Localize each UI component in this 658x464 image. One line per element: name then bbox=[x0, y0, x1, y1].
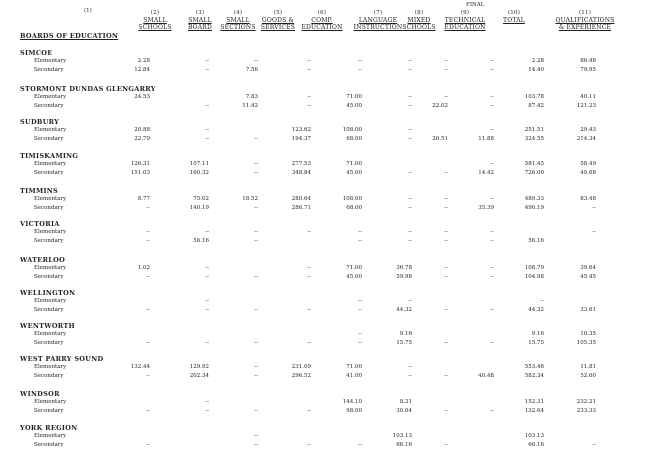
row-label: Elementary bbox=[34, 229, 67, 235]
row-label: Elementary bbox=[34, 399, 67, 405]
table-cell: -- bbox=[408, 127, 412, 133]
table-cell: -- bbox=[444, 373, 448, 379]
table-cell: -- bbox=[408, 103, 412, 109]
column-header-number: (7) bbox=[373, 10, 383, 16]
table-cell: 45.45 bbox=[580, 274, 596, 280]
table-cell: 581.45 bbox=[524, 161, 544, 167]
board-name: SUDBURY bbox=[20, 118, 60, 126]
table-cell: -- bbox=[490, 196, 494, 202]
table-cell: -- bbox=[254, 442, 258, 448]
table-cell: 14.42 bbox=[478, 170, 494, 176]
board-name: WINDSOR bbox=[20, 390, 60, 398]
table-cell: -- bbox=[146, 307, 150, 313]
table-cell: 121.23 bbox=[576, 103, 596, 109]
table-cell: -- bbox=[205, 340, 209, 346]
row-label: Secondary bbox=[34, 205, 64, 211]
column-header-number: (3) bbox=[195, 10, 205, 16]
table-cell: 33.61 bbox=[580, 307, 596, 313]
table-cell: -- bbox=[358, 67, 362, 73]
table-cell: 107.11 bbox=[189, 161, 209, 167]
table-cell: 152.31 bbox=[524, 399, 544, 405]
table-cell: -- bbox=[540, 298, 544, 304]
table-cell: 2.28 bbox=[531, 58, 544, 64]
table-cell: 49.68 bbox=[580, 170, 596, 176]
table-cell: 280.64 bbox=[291, 196, 311, 202]
table-cell: -- bbox=[592, 229, 596, 235]
row-label: Elementary bbox=[34, 265, 67, 271]
column-header-line2: TOTAL bbox=[503, 17, 525, 24]
table-cell: -- bbox=[490, 408, 494, 414]
row-label: Elementary bbox=[34, 127, 67, 133]
table-cell: -- bbox=[408, 238, 412, 244]
table-row bbox=[0, 399, 658, 407]
table-cell: -- bbox=[307, 340, 311, 346]
table-row bbox=[0, 331, 658, 339]
table-row bbox=[0, 274, 658, 282]
table-cell: -- bbox=[444, 67, 448, 73]
row-label: Elementary bbox=[34, 331, 67, 337]
table-cell: 59.98 bbox=[396, 274, 412, 280]
table-row bbox=[0, 205, 658, 213]
column-header-line2: & EXPERIENCE bbox=[558, 24, 612, 31]
table-cell: -- bbox=[254, 170, 258, 176]
table-cell: -- bbox=[444, 408, 448, 414]
column-header-line1: SMALL bbox=[188, 17, 212, 24]
table-cell: -- bbox=[408, 136, 412, 142]
table-cell: -- bbox=[146, 340, 150, 346]
row-label: Secondary bbox=[34, 103, 64, 109]
table-cell: 277.53 bbox=[291, 161, 311, 167]
table-cell: -- bbox=[358, 340, 362, 346]
column-header-line2: SECTIONS bbox=[220, 24, 256, 31]
table-cell: -- bbox=[358, 331, 362, 337]
table-cell: -- bbox=[408, 94, 412, 100]
table-cell: -- bbox=[408, 67, 412, 73]
row-label: Secondary bbox=[34, 340, 64, 346]
column-header-number: (2) bbox=[150, 10, 160, 16]
column-header-number: (10) bbox=[507, 10, 521, 16]
table-cell: 489.33 bbox=[524, 196, 544, 202]
table-cell: 22.02 bbox=[432, 103, 448, 109]
table-cell: -- bbox=[307, 408, 311, 414]
table-cell: 233.33 bbox=[576, 408, 596, 414]
column-header bbox=[555, 10, 615, 31]
table-cell: 44.32 bbox=[528, 307, 544, 313]
table-row bbox=[0, 136, 658, 144]
table-cell: -- bbox=[205, 103, 209, 109]
table-cell: 66.16 bbox=[528, 442, 544, 448]
column-1-number: (1) bbox=[84, 8, 92, 14]
table-cell: -- bbox=[254, 433, 258, 439]
table-cell: -- bbox=[490, 340, 494, 346]
table-cell: -- bbox=[254, 408, 258, 414]
board-name: WENTWORTH bbox=[20, 322, 75, 330]
table-cell: 9.16 bbox=[531, 331, 544, 337]
column-header-number: (8) bbox=[414, 10, 424, 16]
table-cell: -- bbox=[205, 298, 209, 304]
table-cell: -- bbox=[358, 238, 362, 244]
table-cell: 232.21 bbox=[576, 399, 596, 405]
table-cell: -- bbox=[444, 196, 448, 202]
table-cell: -- bbox=[408, 229, 412, 235]
table-cell: -- bbox=[307, 229, 311, 235]
table-cell: 40.11 bbox=[580, 94, 596, 100]
board-name: VICTORIA bbox=[20, 220, 60, 228]
table-cell: 214.34 bbox=[576, 136, 596, 142]
table-row bbox=[0, 408, 658, 416]
table-row bbox=[0, 127, 658, 135]
table-cell: 87.42 bbox=[528, 103, 544, 109]
table-cell: -- bbox=[490, 274, 494, 280]
table-cell: 8.77 bbox=[137, 196, 150, 202]
table-cell: 11.81 bbox=[580, 364, 596, 370]
table-cell: -- bbox=[490, 161, 494, 167]
row-label: Secondary bbox=[34, 307, 64, 313]
table-cell: -- bbox=[254, 373, 258, 379]
table-row bbox=[0, 196, 658, 204]
table-cell: 45.00 bbox=[346, 274, 362, 280]
row-label: Elementary bbox=[34, 298, 67, 304]
table-cell: -- bbox=[408, 373, 412, 379]
table-cell: 7.56 bbox=[245, 67, 258, 73]
table-cell: 582.34 bbox=[524, 373, 544, 379]
row-label: Secondary bbox=[34, 170, 64, 176]
row-label: Secondary bbox=[34, 136, 64, 142]
table-cell: -- bbox=[592, 205, 596, 211]
table-cell: -- bbox=[254, 136, 258, 142]
row-label: Elementary bbox=[34, 433, 67, 439]
table-row bbox=[0, 307, 658, 315]
table-cell: 348.84 bbox=[291, 170, 311, 176]
table-cell: -- bbox=[205, 408, 209, 414]
table-cell: 18.52 bbox=[242, 196, 258, 202]
column-header-number: (6) bbox=[317, 10, 327, 16]
table-cell: -- bbox=[254, 364, 258, 370]
row-label: Secondary bbox=[34, 67, 64, 73]
column-header-number: (4) bbox=[233, 10, 243, 16]
table-cell: -- bbox=[358, 58, 362, 64]
table-cell: 14.40 bbox=[528, 67, 544, 73]
table-cell: -- bbox=[408, 364, 412, 370]
table-cell: -- bbox=[444, 238, 448, 244]
table-cell: 30.64 bbox=[396, 408, 412, 414]
column-header-line1: SMALL bbox=[226, 17, 250, 24]
table-cell: -- bbox=[408, 205, 412, 211]
column-header-line2: EDUCATION bbox=[444, 24, 486, 31]
table-cell: -- bbox=[408, 196, 412, 202]
table-cell: 8.21 bbox=[399, 399, 412, 405]
table-cell: -- bbox=[146, 205, 150, 211]
table-cell: 108.79 bbox=[524, 265, 544, 271]
table-cell: 71.00 bbox=[346, 265, 362, 271]
table-cell: -- bbox=[444, 58, 448, 64]
table-cell: 20.88 bbox=[134, 127, 150, 133]
table-cell: 202.34 bbox=[189, 373, 209, 379]
column-header-line2: SCHOOLS bbox=[138, 24, 172, 31]
table-cell: -- bbox=[490, 229, 494, 235]
table-cell: 36.78 bbox=[396, 265, 412, 271]
column-header bbox=[292, 10, 352, 31]
table-cell: 726.00 bbox=[524, 170, 544, 176]
table-cell: -- bbox=[254, 307, 258, 313]
column-header-line2: SCHOOLS bbox=[402, 24, 436, 31]
table-cell: -- bbox=[307, 67, 311, 73]
table-cell: 79.95 bbox=[580, 67, 596, 73]
table-row bbox=[0, 340, 658, 348]
board-name: YORK REGION bbox=[20, 424, 78, 432]
table-cell: -- bbox=[444, 442, 448, 448]
table-cell: -- bbox=[490, 238, 494, 244]
table-cell: 15.75 bbox=[396, 340, 412, 346]
table-cell: -- bbox=[358, 442, 362, 448]
table-row bbox=[0, 161, 658, 169]
table-cell: 24.53 bbox=[134, 94, 150, 100]
table-cell: 126.31 bbox=[130, 161, 150, 167]
table-cell: -- bbox=[444, 229, 448, 235]
board-name: STORMONT DUNDAS GLENGARRY bbox=[20, 85, 156, 93]
table-cell: -- bbox=[205, 274, 209, 280]
board-name: TIMMINS bbox=[20, 187, 59, 195]
table-cell: 108.00 bbox=[342, 196, 362, 202]
column-header-line2: INSTRUCTION bbox=[353, 24, 403, 31]
table-cell: 71.00 bbox=[346, 364, 362, 370]
table-cell: 231.09 bbox=[291, 364, 311, 370]
table-cell: 7.83 bbox=[245, 94, 258, 100]
table-cell: -- bbox=[307, 94, 311, 100]
table-cell: -- bbox=[358, 307, 362, 313]
table-cell: 1.02 bbox=[137, 265, 150, 271]
table-row bbox=[0, 67, 658, 75]
table-cell: 10.35 bbox=[580, 331, 596, 337]
table-cell: -- bbox=[444, 274, 448, 280]
table-cell: -- bbox=[254, 58, 258, 64]
table-cell: 104.98 bbox=[524, 274, 544, 280]
table-cell: 194.37 bbox=[291, 136, 311, 142]
table-cell: 44.32 bbox=[396, 307, 412, 313]
table-cell: 68.00 bbox=[346, 136, 362, 142]
table-cell: -- bbox=[254, 340, 258, 346]
table-row bbox=[0, 373, 658, 381]
table-cell: 52.60 bbox=[580, 373, 596, 379]
table-cell: -- bbox=[146, 408, 150, 414]
table-row bbox=[0, 265, 658, 273]
table-cell: 86.48 bbox=[580, 58, 596, 64]
table-cell: -- bbox=[254, 274, 258, 280]
table-cell: 129.92 bbox=[189, 364, 209, 370]
board-name: WEST PARRY SOUND bbox=[20, 355, 104, 363]
table-row bbox=[0, 103, 658, 111]
table-cell: 71.00 bbox=[346, 94, 362, 100]
row-label: Elementary bbox=[34, 161, 67, 167]
table-cell: -- bbox=[146, 442, 150, 448]
column-header-line1: MIXED bbox=[407, 17, 431, 24]
row-label: Elementary bbox=[34, 94, 67, 100]
table-row bbox=[0, 238, 658, 246]
table-cell: 39.64 bbox=[580, 265, 596, 271]
table-cell: -- bbox=[490, 127, 494, 133]
table-cell: -- bbox=[490, 94, 494, 100]
table-cell: -- bbox=[490, 307, 494, 313]
column-header-line1: QUALIFICATIONS bbox=[555, 17, 615, 24]
column-header-number: (5) bbox=[273, 10, 283, 16]
table-cell: 9.16 bbox=[399, 331, 412, 337]
table-cell: 15.75 bbox=[528, 340, 544, 346]
table-cell: 75.02 bbox=[193, 196, 209, 202]
table-cell: 103.78 bbox=[524, 94, 544, 100]
boards-title: BOARDS OF EDUCATION bbox=[20, 32, 119, 40]
table-cell: -- bbox=[146, 373, 150, 379]
table-cell: -- bbox=[205, 58, 209, 64]
table-cell: -- bbox=[205, 307, 209, 313]
table-cell: -- bbox=[307, 274, 311, 280]
table-cell: -- bbox=[146, 229, 150, 235]
table-cell: 56.16 bbox=[193, 238, 209, 244]
table-cell: -- bbox=[444, 94, 448, 100]
table-cell: -- bbox=[592, 442, 596, 448]
table-cell: 324.55 bbox=[524, 136, 544, 142]
table-cell: 105.35 bbox=[576, 340, 596, 346]
table-row bbox=[0, 364, 658, 372]
table-cell: -- bbox=[444, 307, 448, 313]
table-cell: -- bbox=[307, 265, 311, 271]
table-cell: 68.00 bbox=[346, 205, 362, 211]
table-cell: -- bbox=[205, 399, 209, 405]
table-row bbox=[0, 58, 658, 66]
table-cell: 71.00 bbox=[346, 161, 362, 167]
table-cell: 45.00 bbox=[346, 103, 362, 109]
table-cell: 2.28 bbox=[137, 58, 150, 64]
table-cell: -- bbox=[490, 103, 494, 109]
table-cell: -- bbox=[444, 340, 448, 346]
table-cell: 11.42 bbox=[242, 103, 258, 109]
table-cell: 12.84 bbox=[134, 67, 150, 73]
table-cell: -- bbox=[205, 229, 209, 235]
row-label: Elementary bbox=[34, 364, 67, 370]
table-cell: 83.48 bbox=[580, 196, 596, 202]
column-header-line1: TECHNICAL bbox=[444, 17, 486, 24]
table-cell: 160.32 bbox=[189, 170, 209, 176]
table-cell: -- bbox=[490, 265, 494, 271]
table-cell: 11.88 bbox=[478, 136, 494, 142]
table-cell: 40.48 bbox=[478, 373, 494, 379]
table-cell: -- bbox=[408, 58, 412, 64]
column-header-number: (9) bbox=[460, 10, 470, 16]
table-cell: 58.49 bbox=[580, 161, 596, 167]
table-cell: 251.51 bbox=[524, 127, 544, 133]
board-name: WELLINGTON bbox=[20, 289, 76, 297]
table-cell: -- bbox=[444, 205, 448, 211]
table-cell: 151.03 bbox=[130, 170, 150, 176]
table-cell: -- bbox=[205, 127, 209, 133]
column-header-line1: COMP. bbox=[311, 17, 333, 24]
table-cell: 103.13 bbox=[524, 433, 544, 439]
table-cell: -- bbox=[490, 58, 494, 64]
table-cell: -- bbox=[408, 298, 412, 304]
column-header bbox=[484, 10, 544, 24]
table-row bbox=[0, 442, 658, 450]
table-cell: -- bbox=[254, 229, 258, 235]
column-header-line2: EDUCATION bbox=[301, 24, 343, 31]
table-cell: 45.00 bbox=[346, 170, 362, 176]
table-cell: 296.52 bbox=[291, 373, 311, 379]
board-name: SIMCOE bbox=[20, 49, 53, 57]
column-header-line1: GOODS & bbox=[261, 17, 295, 24]
table-cell: 66.16 bbox=[396, 442, 412, 448]
table-row bbox=[0, 170, 658, 178]
table-cell: -- bbox=[408, 170, 412, 176]
table-cell: 20.51 bbox=[432, 136, 448, 142]
table-cell: -- bbox=[307, 307, 311, 313]
row-label: Secondary bbox=[34, 274, 64, 280]
table-cell: -- bbox=[307, 58, 311, 64]
table-cell: 490.19 bbox=[524, 205, 544, 211]
table-cell: -- bbox=[307, 442, 311, 448]
row-label: Secondary bbox=[34, 442, 64, 448]
table-cell: 140.19 bbox=[189, 205, 209, 211]
table-cell: -- bbox=[358, 229, 362, 235]
table-cell: 553.46 bbox=[524, 364, 544, 370]
table-cell: 22.79 bbox=[134, 136, 150, 142]
column-header-number: (11) bbox=[578, 10, 592, 16]
table-cell: 132.64 bbox=[524, 408, 544, 414]
row-label: Elementary bbox=[34, 196, 67, 202]
row-label: Secondary bbox=[34, 408, 64, 414]
column-header-line2: BOARD bbox=[187, 24, 213, 31]
board-name: TIMISKAMING bbox=[20, 152, 79, 160]
column-header-line1: SMALL bbox=[143, 17, 167, 24]
table-cell: 56.16 bbox=[528, 238, 544, 244]
table-cell: -- bbox=[205, 265, 209, 271]
table-row bbox=[0, 229, 658, 237]
row-label: Secondary bbox=[34, 238, 64, 244]
board-name: WATERLOO bbox=[20, 256, 66, 264]
row-label: Elementary bbox=[34, 58, 67, 64]
table-cell: -- bbox=[444, 170, 448, 176]
table-cell: -- bbox=[205, 136, 209, 142]
column-header-line2: SERVICES bbox=[260, 24, 296, 31]
table-cell: -- bbox=[254, 205, 258, 211]
table-row bbox=[0, 298, 658, 306]
final-label: FINAL bbox=[466, 2, 485, 8]
table-cell: -- bbox=[205, 67, 209, 73]
table-row bbox=[0, 94, 658, 102]
table-cell: -- bbox=[358, 298, 362, 304]
table-cell: 123.62 bbox=[291, 127, 311, 133]
row-label: Secondary bbox=[34, 373, 64, 379]
table-cell: 286.71 bbox=[291, 205, 311, 211]
column-header-line1: LANGUAGE bbox=[358, 17, 398, 24]
table-cell: 35.39 bbox=[478, 205, 494, 211]
table-cell: 144.10 bbox=[342, 399, 362, 405]
table-cell: -- bbox=[307, 103, 311, 109]
table-cell: 108.00 bbox=[342, 127, 362, 133]
table-cell: -- bbox=[254, 161, 258, 167]
table-cell: 41.00 bbox=[346, 373, 362, 379]
table-cell: 103.13 bbox=[392, 433, 412, 439]
table-cell: -- bbox=[490, 67, 494, 73]
table-cell: -- bbox=[146, 238, 150, 244]
table-cell: 98.00 bbox=[346, 408, 362, 414]
table-cell: -- bbox=[146, 274, 150, 280]
table-row bbox=[0, 433, 658, 441]
table-cell: 29.43 bbox=[580, 127, 596, 133]
table-cell: -- bbox=[444, 265, 448, 271]
table-cell: 132.44 bbox=[130, 364, 150, 370]
table-cell: -- bbox=[254, 238, 258, 244]
